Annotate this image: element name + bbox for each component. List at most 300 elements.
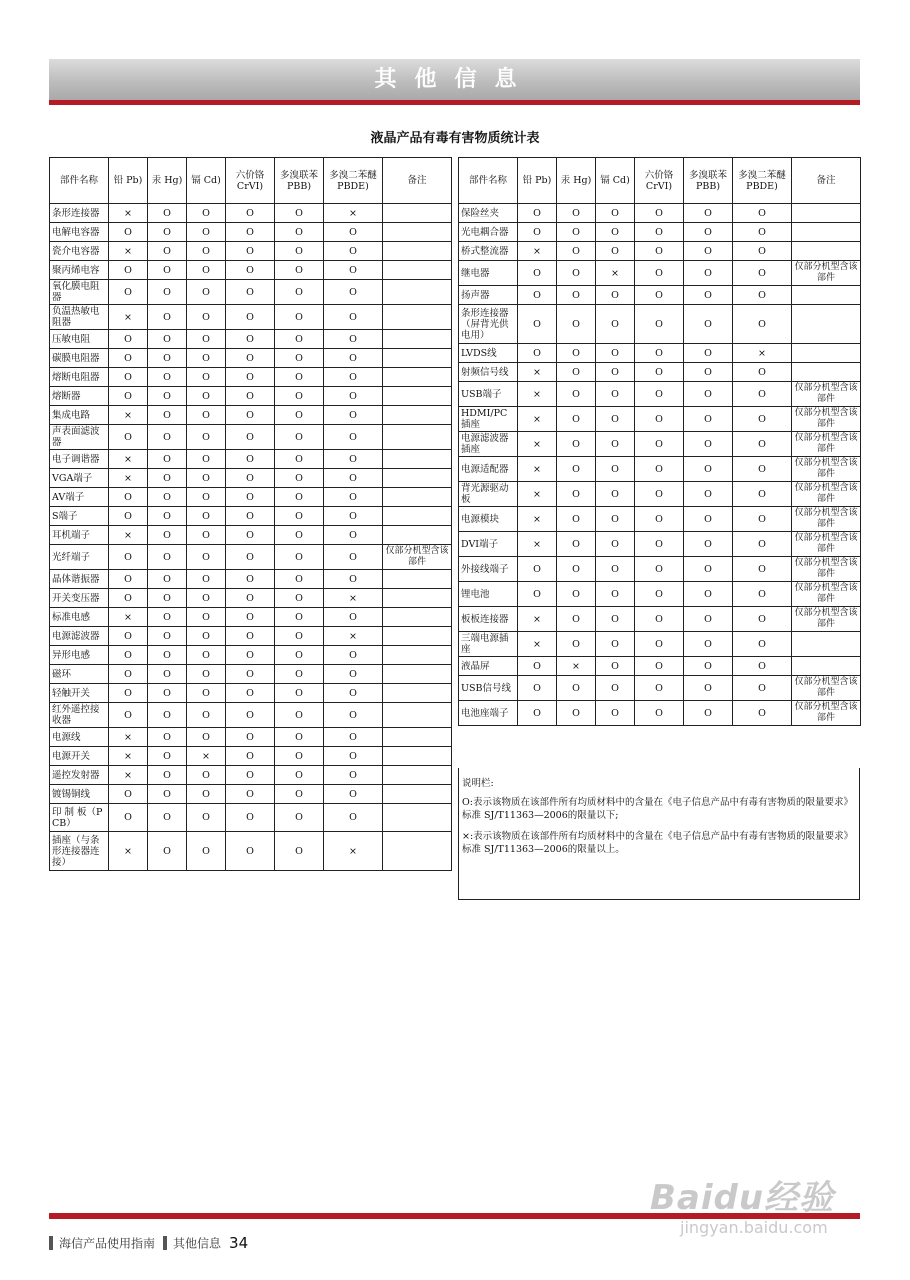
remark-cell: 仅部分机型含该部件 xyxy=(792,407,861,432)
substance-cell: O xyxy=(148,387,187,406)
substance-cell: O xyxy=(148,804,187,832)
substance-cell: O xyxy=(733,701,792,726)
note-o-explanation: O:表示该物质在该部件所有均质材料中的含量在《电子信息产品中有毒有害物质的限量要求》标准 SJ/T11363—2006的限量以下; xyxy=(462,797,853,821)
substance-cell: O xyxy=(518,344,557,363)
substance-cell: O xyxy=(596,223,635,242)
substance-cell: O xyxy=(596,701,635,726)
part-name-cell: 三端电源插座 xyxy=(459,632,518,657)
substance-cell: O xyxy=(187,589,226,608)
table-row xyxy=(50,368,452,387)
remark-cell xyxy=(792,223,861,242)
substance-cell: O xyxy=(684,344,733,363)
part-name-cell: 集成电路 xyxy=(50,406,109,425)
table-row xyxy=(459,482,861,507)
part-name-cell: 聚丙烯电容 xyxy=(50,261,109,280)
remark-cell xyxy=(383,406,452,425)
substance-cell: O xyxy=(226,703,275,728)
substance-cell: O xyxy=(148,305,187,330)
substance-cell: O xyxy=(557,457,596,482)
substance-cell: × xyxy=(187,747,226,766)
substance-cell: O xyxy=(187,387,226,406)
substance-cell: O xyxy=(109,368,148,387)
remark-cell xyxy=(383,204,452,223)
substance-cell: O xyxy=(226,425,275,450)
substance-cell: O xyxy=(324,684,383,703)
remark-cell xyxy=(383,785,452,804)
substance-cell: O xyxy=(635,557,684,582)
column-header: 备注 xyxy=(792,158,861,204)
remark-cell xyxy=(792,286,861,305)
table-row xyxy=(50,469,452,488)
substance-cell: O xyxy=(275,785,324,804)
substance-cell: O xyxy=(518,657,557,676)
substance-cell: O xyxy=(148,507,187,526)
substance-cell: × xyxy=(596,261,635,286)
part-name-cell: 条形连接器（屏背光供电用） xyxy=(459,305,518,344)
substance-cell: O xyxy=(148,766,187,785)
table-row xyxy=(50,627,452,646)
substance-cell: O xyxy=(684,632,733,657)
substance-cell: O xyxy=(148,280,187,305)
substance-cell: O xyxy=(733,557,792,582)
watermark-logo: Baidu经验 xyxy=(650,1178,835,1218)
substance-cell: × xyxy=(518,457,557,482)
substance-cell: × xyxy=(518,382,557,407)
remark-cell xyxy=(383,665,452,684)
remark-cell: 仅部分机型含该部件 xyxy=(792,482,861,507)
substance-cell: × xyxy=(109,747,148,766)
part-name-cell: USB端子 xyxy=(459,382,518,407)
remark-cell xyxy=(383,747,452,766)
substance-cell: O xyxy=(187,349,226,368)
substance-cell: O xyxy=(518,557,557,582)
substance-cell: O xyxy=(596,286,635,305)
column-header: 镉 Cd) xyxy=(187,158,226,204)
substance-cell: O xyxy=(518,305,557,344)
substance-cell: O xyxy=(635,363,684,382)
part-name-cell: 电池座端子 xyxy=(459,701,518,726)
substance-cell: O xyxy=(187,330,226,349)
table-row xyxy=(459,286,861,305)
remark-cell xyxy=(383,766,452,785)
remark-cell xyxy=(383,425,452,450)
remark-cell xyxy=(792,344,861,363)
page-title: 其他信息 xyxy=(374,67,535,92)
notes-panel xyxy=(458,768,860,900)
table-row xyxy=(50,665,452,684)
table-row xyxy=(459,407,861,432)
substance-cell: O xyxy=(226,684,275,703)
substance-cell: O xyxy=(187,242,226,261)
substance-cell: O xyxy=(733,582,792,607)
column-header: 六价铬 CrVI) xyxy=(226,158,275,204)
substance-cell: × xyxy=(518,632,557,657)
substance-cell: O xyxy=(733,532,792,557)
part-name-cell: 碳膜电阻器 xyxy=(50,349,109,368)
substance-cell: O xyxy=(148,646,187,665)
substance-cell: O xyxy=(109,425,148,450)
hazardous-substance-table-right xyxy=(458,157,861,726)
substance-cell: O xyxy=(324,747,383,766)
substance-cell: O xyxy=(518,261,557,286)
substance-cell: × xyxy=(109,204,148,223)
substance-cell: O xyxy=(187,261,226,280)
substance-cell: × xyxy=(518,607,557,632)
substance-cell: × xyxy=(557,657,596,676)
column-header: 部件名称 xyxy=(50,158,109,204)
substance-cell: O xyxy=(557,286,596,305)
substance-cell: O xyxy=(275,627,324,646)
table-row xyxy=(459,344,861,363)
substance-cell: O xyxy=(148,204,187,223)
table-row xyxy=(50,766,452,785)
substance-cell: O xyxy=(684,286,733,305)
substance-cell: O xyxy=(226,387,275,406)
substance-cell: O xyxy=(275,469,324,488)
substance-cell: O xyxy=(635,582,684,607)
substance-cell: O xyxy=(557,242,596,261)
substance-cell: O xyxy=(557,676,596,701)
part-name-cell: 负温热敏电阻器 xyxy=(50,305,109,330)
remark-cell xyxy=(383,223,452,242)
table-row xyxy=(50,261,452,280)
substance-cell: O xyxy=(187,832,226,871)
substance-cell: O xyxy=(324,507,383,526)
substance-cell: O xyxy=(596,507,635,532)
substance-cell: O xyxy=(109,589,148,608)
substance-cell: O xyxy=(226,488,275,507)
substance-cell: O xyxy=(275,507,324,526)
substance-cell: O xyxy=(187,665,226,684)
substance-cell: O xyxy=(187,608,226,627)
part-name-cell: VGA端子 xyxy=(50,469,109,488)
substance-cell: O xyxy=(275,349,324,368)
substance-cell: × xyxy=(109,406,148,425)
substance-cell: O xyxy=(324,608,383,627)
remark-cell xyxy=(383,646,452,665)
remark-cell xyxy=(383,526,452,545)
substance-cell: O xyxy=(148,728,187,747)
substance-cell: O xyxy=(684,382,733,407)
substance-cell: O xyxy=(109,349,148,368)
substance-cell: O xyxy=(109,507,148,526)
substance-cell: O xyxy=(557,482,596,507)
substance-cell: O xyxy=(596,382,635,407)
substance-cell: × xyxy=(324,627,383,646)
remark-cell xyxy=(383,627,452,646)
substance-cell: O xyxy=(635,204,684,223)
substance-cell: O xyxy=(148,223,187,242)
substance-cell: × xyxy=(109,766,148,785)
substance-cell: O xyxy=(733,657,792,676)
substance-cell: O xyxy=(518,204,557,223)
substance-cell: O xyxy=(557,532,596,557)
substance-cell: O xyxy=(109,785,148,804)
table-row xyxy=(459,457,861,482)
substance-cell: O xyxy=(635,432,684,457)
substance-cell: × xyxy=(109,305,148,330)
substance-cell: O xyxy=(518,582,557,607)
substance-cell: O xyxy=(226,832,275,871)
remark-cell: 仅部分机型含该部件 xyxy=(383,545,452,570)
substance-cell: × xyxy=(109,832,148,871)
substance-cell: O xyxy=(275,204,324,223)
remark-cell xyxy=(383,261,452,280)
substance-cell: O xyxy=(187,728,226,747)
substance-cell: O xyxy=(635,676,684,701)
substance-cell: O xyxy=(148,703,187,728)
table-header-row xyxy=(50,158,452,204)
substance-cell: O xyxy=(733,382,792,407)
substance-cell: O xyxy=(109,545,148,570)
substance-cell: O xyxy=(635,305,684,344)
substance-cell: O xyxy=(226,608,275,627)
substance-cell: O xyxy=(226,646,275,665)
substance-cell: O xyxy=(275,450,324,469)
substance-cell: O xyxy=(275,646,324,665)
remark-cell: 仅部分机型含该部件 xyxy=(792,382,861,407)
table-header-row xyxy=(459,158,861,204)
part-name-cell: 标准电感 xyxy=(50,608,109,627)
part-name-cell: 电源适配器 xyxy=(459,457,518,482)
remark-cell xyxy=(383,832,452,871)
substance-cell: O xyxy=(324,280,383,305)
remark-cell: 仅部分机型含该部件 xyxy=(792,261,861,286)
substance-cell: O xyxy=(684,407,733,432)
substance-cell: O xyxy=(226,305,275,330)
substance-cell: O xyxy=(187,368,226,387)
substance-cell: O xyxy=(324,665,383,684)
substance-cell: O xyxy=(275,368,324,387)
substance-cell: O xyxy=(109,387,148,406)
substance-cell: O xyxy=(596,204,635,223)
substance-cell: O xyxy=(275,223,324,242)
table-row xyxy=(459,557,861,582)
table-row xyxy=(459,582,861,607)
substance-cell: O xyxy=(557,557,596,582)
substance-cell: O xyxy=(226,469,275,488)
substance-cell: × xyxy=(324,204,383,223)
header-accent-bar xyxy=(49,100,860,105)
part-name-cell: S端子 xyxy=(50,507,109,526)
substance-cell: O xyxy=(635,407,684,432)
part-name-cell: 插座（与条形连接器连接） xyxy=(50,832,109,871)
substance-cell: O xyxy=(148,832,187,871)
substance-cell: O xyxy=(148,406,187,425)
substance-cell: O xyxy=(187,469,226,488)
remark-cell xyxy=(383,387,452,406)
substance-cell: O xyxy=(684,432,733,457)
part-name-cell: 电源滤波器 xyxy=(50,627,109,646)
part-name-cell: 印 制 板（PCB） xyxy=(50,804,109,832)
remark-cell: 仅部分机型含该部件 xyxy=(792,532,861,557)
substance-cell: O xyxy=(109,223,148,242)
remark-cell xyxy=(383,469,452,488)
substance-cell: × xyxy=(109,469,148,488)
substance-cell: O xyxy=(733,632,792,657)
column-header: 汞 Hg) xyxy=(148,158,187,204)
substance-cell: × xyxy=(518,407,557,432)
substance-cell: O xyxy=(324,488,383,507)
remark-cell xyxy=(383,507,452,526)
substance-cell: O xyxy=(733,242,792,261)
substance-cell: O xyxy=(187,545,226,570)
substance-cell: O xyxy=(733,261,792,286)
substance-cell: O xyxy=(635,607,684,632)
substance-cell: O xyxy=(109,665,148,684)
substance-cell: O xyxy=(635,532,684,557)
part-name-cell: 耳机端子 xyxy=(50,526,109,545)
part-name-cell: AV端子 xyxy=(50,488,109,507)
substance-cell: × xyxy=(518,363,557,382)
substance-cell: O xyxy=(596,457,635,482)
part-name-cell: 电解电容器 xyxy=(50,223,109,242)
substance-cell: O xyxy=(684,242,733,261)
table-row xyxy=(50,570,452,589)
substance-cell: O xyxy=(226,330,275,349)
substance-cell: O xyxy=(596,632,635,657)
substance-cell: O xyxy=(557,582,596,607)
substance-cell: O xyxy=(684,532,733,557)
substance-cell: × xyxy=(109,526,148,545)
substance-cell: O xyxy=(226,349,275,368)
part-name-cell: 电源滤波器插座 xyxy=(459,432,518,457)
substance-cell: O xyxy=(275,406,324,425)
substance-cell: O xyxy=(596,363,635,382)
table-row xyxy=(459,432,861,457)
substance-cell: O xyxy=(109,627,148,646)
substance-cell: O xyxy=(275,526,324,545)
substance-cell: O xyxy=(324,349,383,368)
footer-section-name: 其他信息 xyxy=(173,1236,222,1251)
remark-cell: 仅部分机型含该部件 xyxy=(792,507,861,532)
substance-cell: O xyxy=(596,657,635,676)
substance-cell: × xyxy=(109,728,148,747)
column-header: 备注 xyxy=(383,158,452,204)
remark-cell xyxy=(792,242,861,261)
substance-cell: O xyxy=(635,657,684,676)
substance-cell: O xyxy=(187,507,226,526)
substance-cell: O xyxy=(275,570,324,589)
substance-cell: O xyxy=(684,582,733,607)
substance-cell: O xyxy=(557,204,596,223)
substance-cell: O xyxy=(148,684,187,703)
part-name-cell: 光纤端子 xyxy=(50,545,109,570)
substance-cell: O xyxy=(187,804,226,832)
part-name-cell: 遥控发射器 xyxy=(50,766,109,785)
part-name-cell: 声表面滤波器 xyxy=(50,425,109,450)
remark-cell xyxy=(383,570,452,589)
substance-cell: O xyxy=(324,785,383,804)
substance-cell: O xyxy=(684,676,733,701)
substance-cell: O xyxy=(275,684,324,703)
substance-cell: O xyxy=(148,526,187,545)
table-row xyxy=(50,242,452,261)
substance-cell: O xyxy=(226,507,275,526)
substance-cell: O xyxy=(226,665,275,684)
substance-cell: O xyxy=(684,363,733,382)
substance-cell: O xyxy=(635,223,684,242)
table-row xyxy=(459,632,861,657)
remark-cell xyxy=(383,804,452,832)
header-banner xyxy=(49,59,860,100)
part-name-cell: 电源开关 xyxy=(50,747,109,766)
substance-cell: O xyxy=(187,488,226,507)
substance-cell: O xyxy=(187,280,226,305)
part-name-cell: 条形连接器 xyxy=(50,204,109,223)
table-row xyxy=(50,488,452,507)
substance-cell: × xyxy=(109,608,148,627)
substance-cell: O xyxy=(684,557,733,582)
table-row xyxy=(459,363,861,382)
substance-cell: × xyxy=(518,242,557,261)
part-name-cell: 轻触开关 xyxy=(50,684,109,703)
substance-cell: O xyxy=(148,488,187,507)
part-name-cell: 桥式整流器 xyxy=(459,242,518,261)
substance-cell: O xyxy=(324,305,383,330)
substance-cell: O xyxy=(187,406,226,425)
substance-cell: O xyxy=(226,570,275,589)
remark-cell: 仅部分机型含该部件 xyxy=(792,557,861,582)
substance-cell: O xyxy=(148,627,187,646)
table-row xyxy=(50,223,452,242)
substance-cell: O xyxy=(518,223,557,242)
hazardous-substance-table-left xyxy=(49,157,452,871)
notes-heading: 说明栏: xyxy=(462,778,494,789)
part-name-cell: 液晶屏 xyxy=(459,657,518,676)
table-row xyxy=(50,507,452,526)
substance-cell: O xyxy=(275,804,324,832)
part-name-cell: 板板连接器 xyxy=(459,607,518,632)
footer xyxy=(49,1234,248,1250)
substance-cell: O xyxy=(226,261,275,280)
substance-cell: O xyxy=(148,425,187,450)
substance-cell: O xyxy=(275,280,324,305)
substance-cell: O xyxy=(324,330,383,349)
part-name-cell: 锂电池 xyxy=(459,582,518,607)
substance-cell: O xyxy=(109,488,148,507)
substance-cell: O xyxy=(226,450,275,469)
substance-cell: O xyxy=(148,589,187,608)
substance-cell: O xyxy=(109,570,148,589)
substance-cell: O xyxy=(684,701,733,726)
substance-cell: O xyxy=(684,657,733,676)
remark-cell: 仅部分机型含该部件 xyxy=(792,676,861,701)
substance-cell: O xyxy=(635,482,684,507)
substance-cell: × xyxy=(324,832,383,871)
remark-cell xyxy=(383,280,452,305)
substance-cell: O xyxy=(557,701,596,726)
substance-cell: O xyxy=(187,766,226,785)
part-name-cell: DVI端子 xyxy=(459,532,518,557)
substance-cell: O xyxy=(148,469,187,488)
remark-cell xyxy=(383,242,452,261)
substance-cell: O xyxy=(596,407,635,432)
substance-cell: O xyxy=(324,406,383,425)
substance-cell: O xyxy=(226,242,275,261)
part-name-cell: 晶体谐振器 xyxy=(50,570,109,589)
substance-cell: O xyxy=(148,349,187,368)
remark-cell: 仅部分机型含该部件 xyxy=(792,457,861,482)
part-name-cell: 镀锡铜线 xyxy=(50,785,109,804)
substance-cell: O xyxy=(275,387,324,406)
substance-cell: O xyxy=(187,570,226,589)
remark-cell xyxy=(383,305,452,330)
substance-cell: O xyxy=(635,286,684,305)
substance-cell: O xyxy=(324,804,383,832)
table-row xyxy=(50,728,452,747)
substance-cell: O xyxy=(324,646,383,665)
